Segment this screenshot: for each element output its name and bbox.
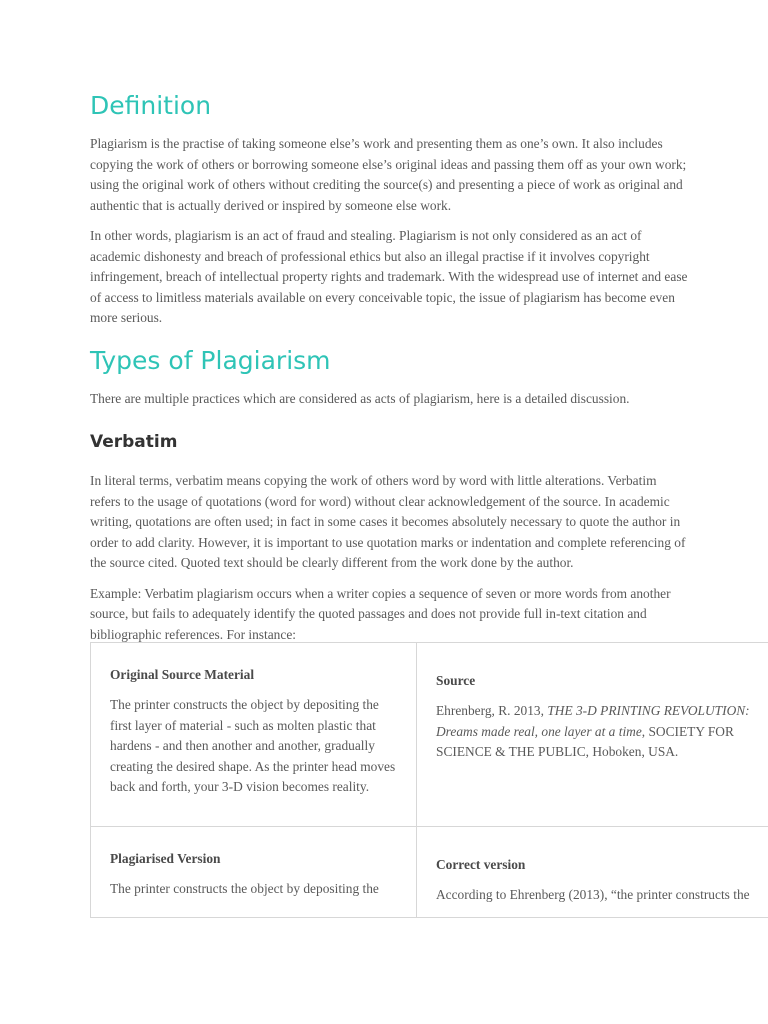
definition-paragraph-2: In other words, plagiarism is an act of fraud and stealing. Plagiarism is not only considered as an act of academic dishonesty and breach of professional ethics but also an illegal practise if it involves copyright infringement, breach of intellectual property rights and trademark. With the widespread use of internet and ease of access to limitless materials available on every conceivable topic, the issue of plagiarism has become even more serious. <box>90 228 688 325</box>
source-citation-author: Ehrenberg, R. 2013, <box>436 703 548 718</box>
source-citation-publisher: , SOCIETY FOR SCIENCE & THE PUBLIC, Hoboken, USA. <box>436 723 734 759</box>
types-heading: Types of Plagiarism <box>90 345 331 375</box>
document-content <box>90 88 690 645</box>
plagiarised-version-text: The printer constructs the object by depositing the <box>110 881 379 896</box>
source-title: Source <box>436 673 476 688</box>
verbatim-example: Example: Verbatim plagiarism occurs when a writer copies a sequence of seven or more words from another source, but fails to adequately identify the quoted passages and does not provide full in-text citation and bibliographic references. For instance: <box>90 585 671 642</box>
original-source-cell <box>91 643 417 826</box>
plagiarised-version-title: Plagiarised Version <box>110 851 221 866</box>
original-source-text: The printer constructs the object by depositing the first layer of material - such as molten plastic that hardens - and then another and another, gradually creating the desired shape. As the printer head moves back and forth, your 3-D vision becomes reality. <box>110 697 396 794</box>
table-row <box>91 643 768 827</box>
types-intro: There are multiple practices which are considered as acts of plagiarism, here is a detailed discussion. <box>90 390 630 406</box>
correct-version-cell <box>417 827 768 917</box>
original-source-title: Original Source Material <box>110 667 255 682</box>
plagiarised-version-cell <box>91 827 417 917</box>
verbatim-heading: Verbatim <box>90 432 178 452</box>
correct-version-text: According to Ehrenberg (2013), “the printer constructs the <box>436 887 750 902</box>
source-citation <box>436 701 768 763</box>
definition-heading: Definition <box>90 91 212 120</box>
correct-version-title: Correct version <box>436 857 526 872</box>
verbatim-paragraph-1: In literal terms, verbatim means copying the work of others word by word with little alterations. Verbatim refers to the usage of quotations (word for word) without clear acknowledgement of the source. In academic writing, quotations are often used; in fact in some cases it becomes absolutely necessary to quote the author in order to add clarity. However, it is important to use quotation marks or indentation and complete referencing of the source cited. Quoted text should be clearly different from the work done by the author. <box>90 473 686 570</box>
table-row <box>91 827 768 918</box>
comparison-table <box>90 642 768 918</box>
source-cell <box>417 643 768 826</box>
definition-paragraph-1: Plagiarism is the practise of taking someone else’s work and presenting them as one’s own. It also includes copying the work of others or borrowing someone else’s original ideas and passing them off as your own work; using the original work of others without crediting the source(s) and presenting a piece of work as original and authentic that is actually derived or inspired by someone else work. <box>90 136 687 213</box>
source-citation-title: THE 3-D PRINTING REVOLUTION: Dreams made real, one layer at a time <box>436 703 750 739</box>
